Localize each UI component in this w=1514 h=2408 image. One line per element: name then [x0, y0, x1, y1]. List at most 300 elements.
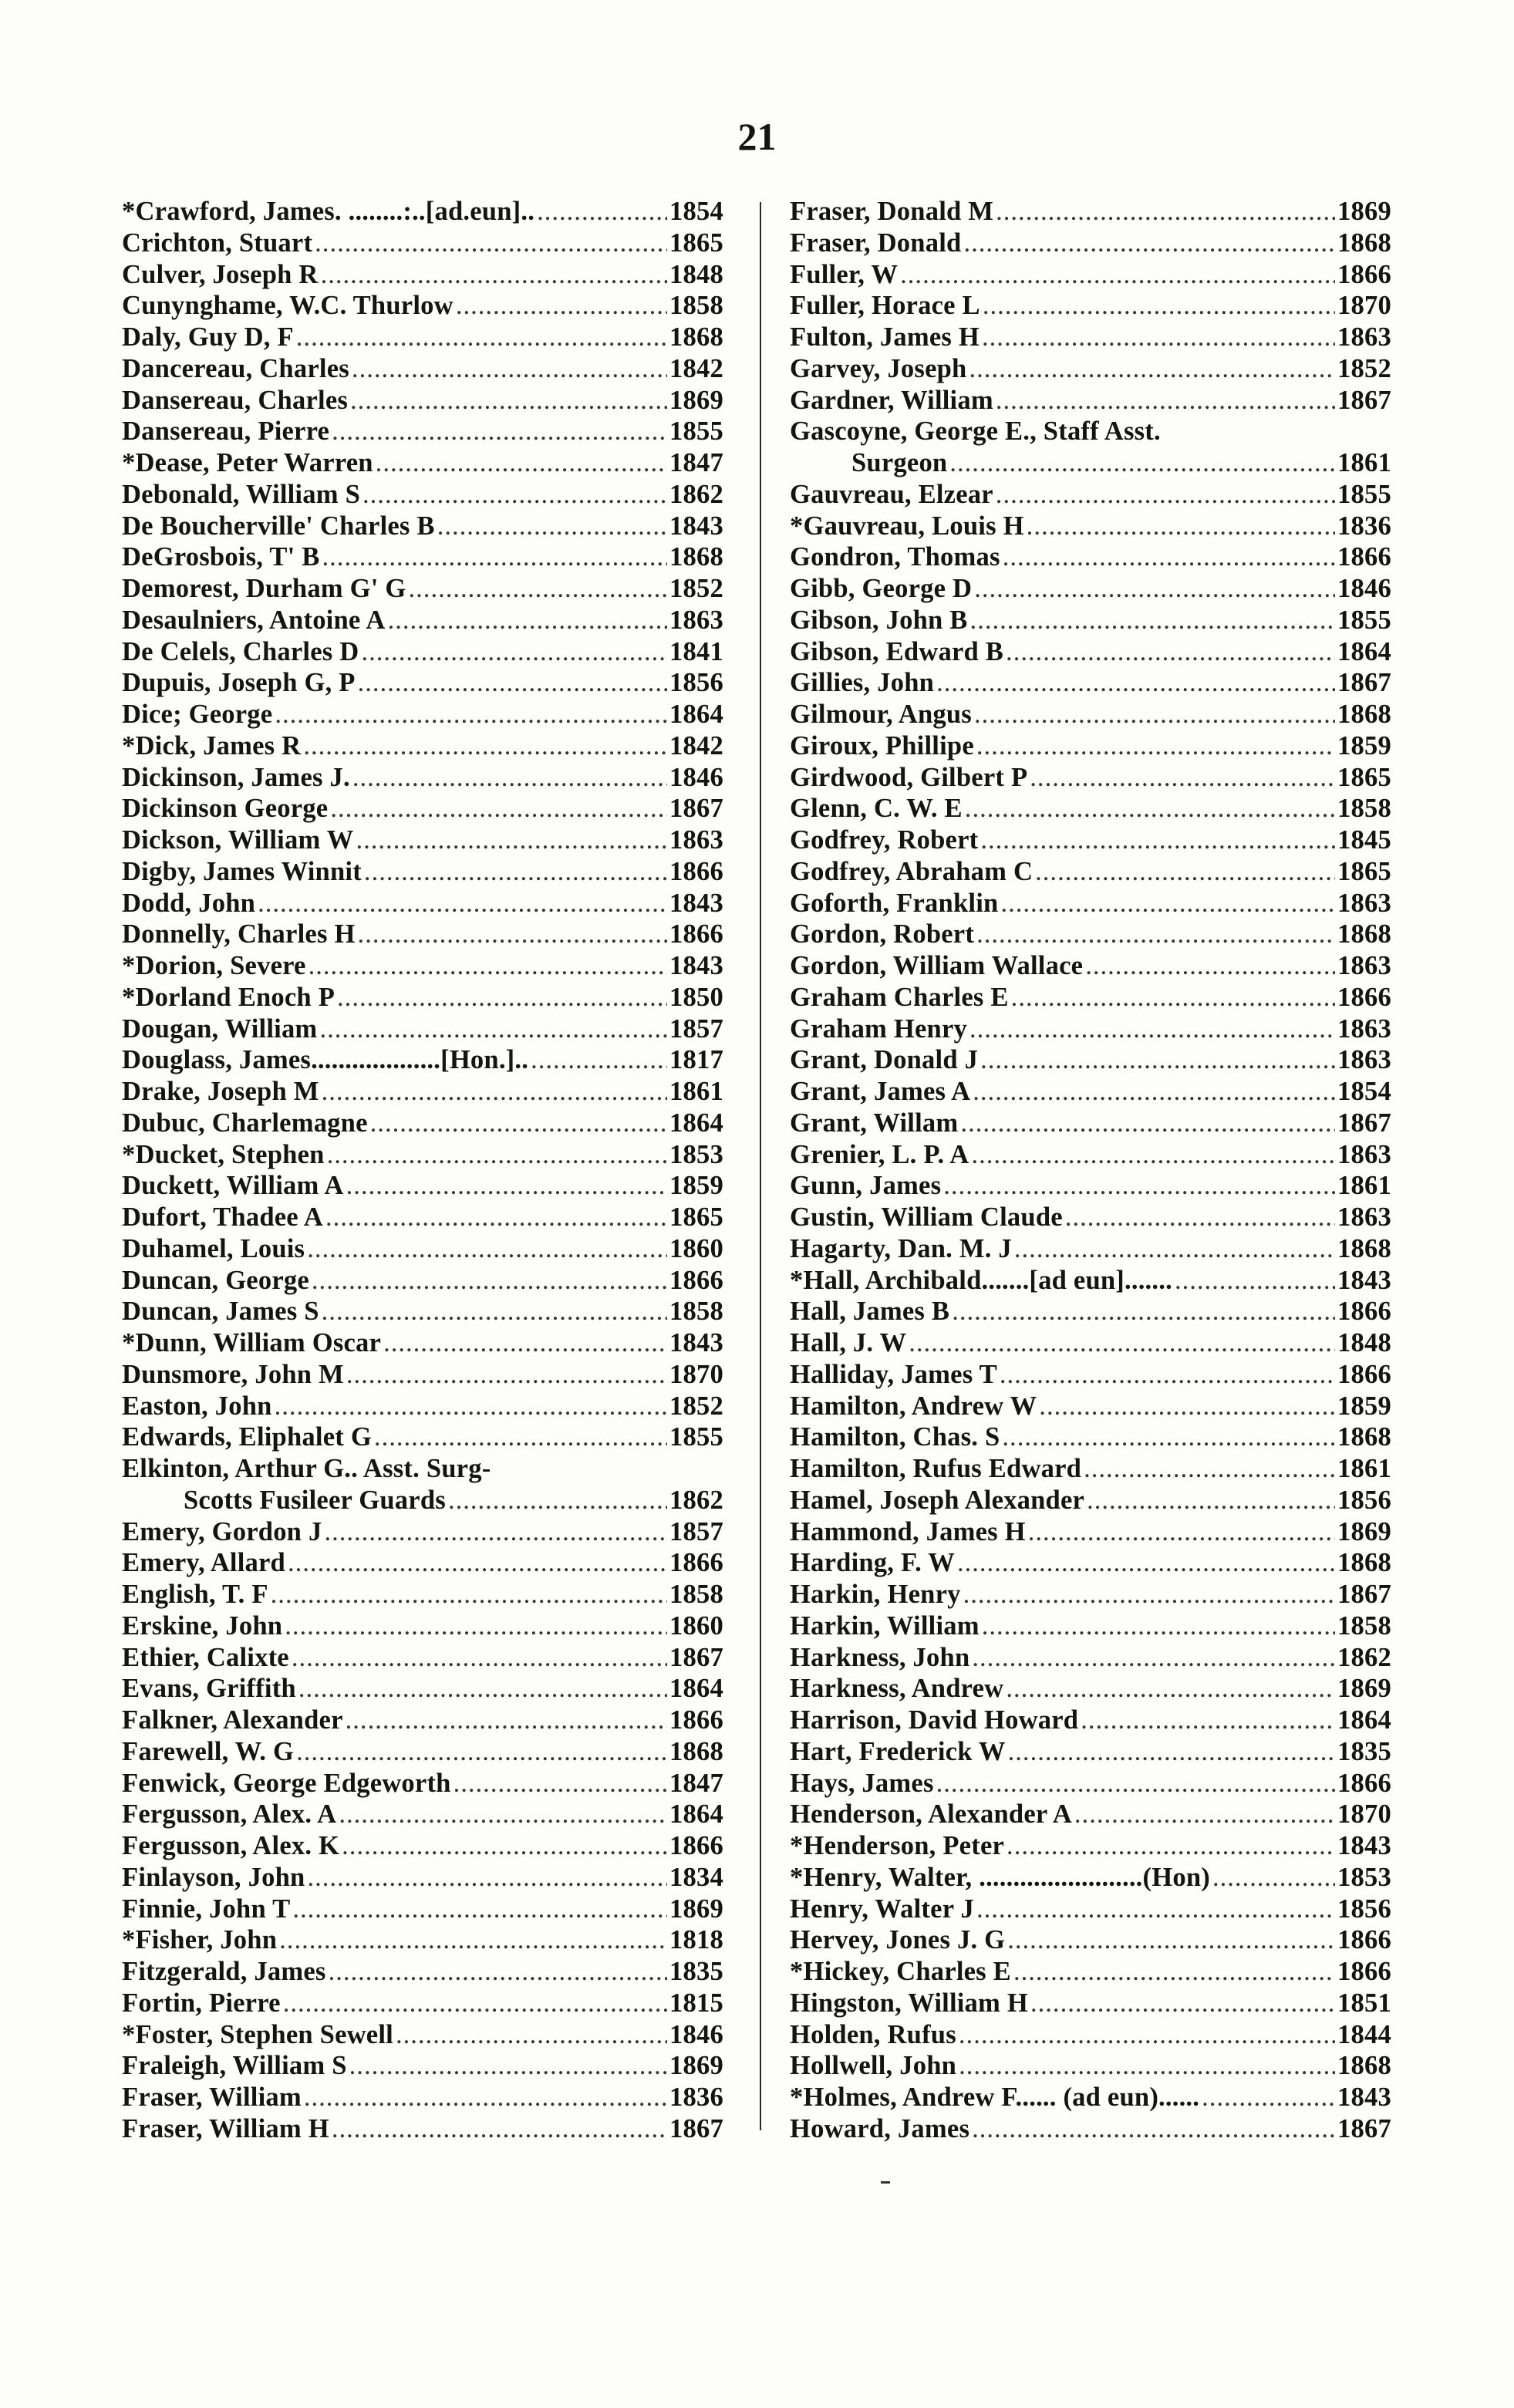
entry-name: Elkinton, Arthur G.. Asst. Surg- [122, 1454, 491, 1483]
entry-name: *Henry, Walter, ........................(Hon) [790, 1862, 1210, 1892]
list-item [122, 1453, 723, 1485]
entry-year: 1866 [669, 1265, 723, 1295]
list-item [122, 2019, 723, 2051]
entry-name: Dickinson George [122, 794, 329, 824]
entry-year: 1870 [669, 1359, 723, 1389]
leader-dots [1212, 1862, 1335, 1894]
list-item [122, 605, 723, 636]
entry-name: Fraser, Donald [790, 228, 962, 258]
entry-name: Hart, Frederick W [790, 1736, 1006, 1766]
entry-year: 1834 [669, 1862, 723, 1892]
list-item [790, 1422, 1391, 1453]
entry-year: 1859 [1337, 1391, 1391, 1421]
entry-year: 1854 [1337, 1077, 1391, 1106]
leader-dots [349, 2050, 667, 2082]
list-item [790, 1265, 1391, 1297]
entry-year: 1864 [669, 1108, 723, 1138]
leader-dots [1030, 1988, 1335, 2019]
list-item [122, 1422, 723, 1453]
entry-name: Fraleigh, William S [122, 2051, 347, 2081]
leader-dots [352, 762, 667, 794]
list-item [790, 1359, 1391, 1391]
entry-name: *Dorland Enoch P [122, 982, 336, 1012]
entry-name: Hamilton, Chas. S [790, 1422, 1000, 1452]
entry-year: 1848 [1337, 1328, 1391, 1357]
list-item [122, 511, 723, 542]
list-item [122, 1202, 723, 1233]
leader-dots [959, 2019, 1335, 2051]
entry-year: 1852 [669, 574, 723, 603]
list-item [122, 1736, 723, 1768]
leader-dots [448, 1485, 667, 1516]
entry-year: 1857 [669, 1013, 723, 1044]
leader-dots [327, 1139, 667, 1171]
entry-name: Dancereau, Charles [122, 353, 349, 383]
entry-name: Dansereau, Pierre [122, 417, 330, 447]
leader-dots [396, 2019, 667, 2051]
entry-name: Emery, Gordon J [122, 1516, 322, 1546]
list-item [790, 228, 1391, 259]
leader-dots [322, 541, 668, 573]
leader-dots [370, 1108, 667, 1139]
entry-year: 1867 [1337, 2113, 1391, 2143]
entry-year: 1835 [1337, 1736, 1391, 1766]
entry-year: 1863 [1337, 888, 1391, 918]
leader-dots [996, 479, 1335, 511]
list-item [122, 2050, 723, 2082]
entry-name: Hammond, James H [790, 1516, 1026, 1546]
list-item [790, 1610, 1391, 1642]
entry-year: 1869 [669, 2051, 723, 2081]
list-item [122, 1673, 723, 1705]
leader-dots [1085, 950, 1335, 982]
entry-year: 1869 [669, 1894, 723, 1924]
list-item [790, 1076, 1391, 1108]
list-item [122, 793, 723, 825]
entry-year: 1866 [1337, 259, 1391, 289]
leader-dots [330, 793, 667, 825]
entry-year: 1858 [669, 1297, 723, 1327]
entry-year: 1855 [1337, 605, 1391, 635]
list-item [122, 290, 723, 322]
entry-year: 1863 [1337, 1013, 1391, 1044]
entry-name: Dickinson, James J. [122, 762, 350, 792]
list-item [790, 1642, 1391, 1674]
leader-dots [959, 2050, 1335, 2082]
entry-year: 1866 [1337, 1768, 1391, 1798]
list-item [790, 762, 1391, 794]
entry-year: 1868 [1337, 2051, 1391, 2081]
entry-year: 1866 [669, 1831, 723, 1860]
entry-year: 1843 [669, 511, 723, 541]
entry-year: 1818 [669, 1925, 723, 1955]
entry-year: 1866 [669, 856, 723, 886]
entry-year: 1859 [669, 1171, 723, 1201]
entry-name: Scotts Fusileer Guards [184, 1485, 446, 1515]
entry-year: 1846 [669, 762, 723, 792]
list-item [122, 353, 723, 385]
entry-name: Dansereau, Charles [122, 385, 349, 415]
entry-name: *Foster, Stephen Sewell [122, 2019, 393, 2049]
list-item [122, 1359, 723, 1391]
leader-dots [1039, 1391, 1335, 1422]
entry-year: 1861 [1337, 448, 1391, 477]
list-item [790, 1202, 1391, 1233]
entry-name: Harrison, David Howard [790, 1705, 1079, 1735]
entry-year: 1860 [669, 1610, 723, 1641]
list-item [122, 1013, 723, 1045]
leader-dots [1175, 1265, 1335, 1297]
leader-dots [296, 322, 667, 353]
list-item [122, 1044, 723, 1076]
entry-year: 1860 [669, 1233, 723, 1263]
list-item [790, 856, 1391, 888]
leader-dots [1014, 1233, 1335, 1265]
entry-name: Hamilton, Andrew W [790, 1391, 1037, 1421]
entry-name: Dice; George [122, 700, 273, 729]
leader-dots [952, 1296, 1335, 1327]
leader-dots [337, 982, 667, 1013]
entry-year: 1867 [1337, 385, 1391, 415]
leader-dots [976, 730, 1335, 762]
list-item [122, 1296, 723, 1327]
entry-year: 1843 [669, 888, 723, 918]
leader-dots [315, 228, 667, 259]
entry-name: Garvey, Joseph [790, 353, 967, 383]
entry-name: Halliday, James T [790, 1359, 997, 1389]
entry-name: Debonald, William S [122, 479, 361, 509]
entry-name: Evans, Griffith [122, 1674, 296, 1704]
entry-name: *Dease, Peter Warren [122, 448, 373, 477]
entry-name: Glenn, C. W. E [790, 794, 963, 824]
list-item [122, 1170, 723, 1202]
entry-name: Fraser, William [122, 2083, 302, 2112]
entry-year: 1863 [1337, 951, 1391, 980]
entry-year: 1847 [669, 448, 723, 477]
entry-year: 1866 [1337, 1957, 1391, 1986]
list-item [790, 950, 1391, 982]
list-item [122, 573, 723, 605]
entry-name: Hollwell, John [790, 2051, 957, 2081]
leader-dots [364, 856, 667, 888]
list-item [790, 1830, 1391, 1862]
entry-year: 1843 [669, 951, 723, 980]
list-item [122, 950, 723, 982]
entry-year: 1866 [669, 1705, 723, 1735]
leader-dots [361, 636, 667, 668]
entry-name: Fraser, William H [122, 2113, 329, 2143]
list-item [122, 1139, 723, 1171]
entry-year: 1848 [669, 259, 723, 289]
entry-year: 1852 [669, 1391, 723, 1421]
entry-year: 1863 [1337, 1045, 1391, 1075]
entry-year: 1866 [1337, 1359, 1391, 1389]
leader-dots [329, 1956, 667, 1988]
leader-dots [304, 2082, 667, 2113]
list-item [122, 888, 723, 919]
leader-dots [298, 1673, 667, 1705]
list-item [122, 699, 723, 730]
leader-dots [1027, 511, 1335, 542]
entry-name: Duhamel, Louis [122, 1233, 305, 1263]
entry-name: Harkness, Andrew [790, 1674, 1004, 1704]
list-item [790, 1516, 1391, 1548]
list-item [790, 1044, 1391, 1076]
leader-dots [388, 605, 667, 636]
list-item [122, 541, 723, 573]
list-item [122, 762, 723, 794]
entry-name: *Fisher, John [122, 1925, 278, 1955]
entry-year: 1867 [669, 794, 723, 824]
entry-year: 1866 [1337, 1297, 1391, 1327]
list-item [790, 1924, 1391, 1956]
leader-dots [307, 1862, 667, 1894]
leader-dots [362, 479, 667, 511]
leader-dots [321, 259, 667, 291]
list-item [122, 1108, 723, 1139]
entry-year: 1869 [1337, 1674, 1391, 1704]
entry-name: De Celels, Charles D [122, 636, 359, 666]
leader-dots [346, 1705, 667, 1736]
leader-dots [963, 228, 1335, 259]
leader-dots [900, 259, 1335, 291]
entry-year: 1847 [669, 1768, 723, 1798]
list-item [790, 416, 1391, 447]
entry-year: 1842 [669, 730, 723, 761]
leader-dots [963, 1579, 1335, 1610]
entry-year: 1842 [669, 353, 723, 383]
list-item [122, 1485, 723, 1516]
entry-year: 1852 [1337, 353, 1391, 383]
leader-dots [1002, 1422, 1335, 1453]
list-item [122, 982, 723, 1013]
list-item [790, 479, 1391, 511]
entry-year: 1867 [669, 1642, 723, 1672]
leader-dots [1028, 1516, 1335, 1548]
entry-name: Demorest, Durham G' G [122, 574, 406, 603]
entry-name: Hamilton, Rufus Edward [790, 1454, 1082, 1483]
entry-name: Graham Henry [790, 1013, 968, 1044]
list-item [790, 1862, 1391, 1894]
entry-year: 1868 [1337, 228, 1391, 258]
list-item [790, 1579, 1391, 1610]
list-item [790, 196, 1391, 228]
entry-year: 1858 [669, 291, 723, 321]
entry-year: 1854 [669, 197, 723, 226]
entry-name: Henry, Walter J [790, 1894, 974, 1924]
leader-dots [356, 825, 667, 856]
leader-dots [322, 1296, 667, 1327]
entry-name: Dubuc, Charlemagne [122, 1108, 368, 1138]
entry-year: 1864 [1337, 636, 1391, 666]
list-item [790, 667, 1391, 699]
entry-name: Fenwick, George Edgeworth [122, 1768, 451, 1798]
entry-year: 1859 [1337, 730, 1391, 761]
leader-dots [437, 511, 667, 542]
leader-dots [456, 290, 667, 322]
entry-name: *Hickey, Charles E [790, 1957, 1011, 1986]
entry-year: 1843 [1337, 1831, 1391, 1860]
entry-year: 1861 [1337, 1454, 1391, 1483]
entry-name: Fuller, W [790, 259, 899, 289]
entry-name: Hingston, William H [790, 1988, 1028, 2018]
list-item [122, 1988, 723, 2019]
leader-dots [972, 2113, 1335, 2145]
entry-name: Hamel, Joseph Alexander [790, 1485, 1085, 1515]
list-item [122, 919, 723, 950]
list-item [790, 636, 1391, 668]
list-item [122, 1705, 723, 1736]
list-item [122, 1516, 723, 1548]
entry-name: Grant, Donald J [790, 1045, 979, 1075]
leader-dots [537, 196, 667, 228]
leader-dots [1006, 636, 1335, 668]
entry-year: 1843 [1337, 2083, 1391, 2112]
list-item [122, 1233, 723, 1265]
leader-dots [970, 605, 1335, 636]
left-column [122, 196, 723, 2145]
leader-dots [1011, 982, 1335, 1013]
entry-name: Hall, James B [790, 1297, 950, 1327]
entry-year: 1865 [1337, 762, 1391, 792]
list-item [122, 1862, 723, 1894]
list-item [122, 1894, 723, 1925]
entry-name: Godfrey, Robert [790, 825, 979, 855]
leader-dots [1006, 1673, 1335, 1705]
list-item [790, 447, 1391, 479]
entry-year: 1856 [669, 668, 723, 698]
entry-year: 1863 [669, 825, 723, 855]
entry-year: 1863 [669, 605, 723, 635]
entry-year: 1861 [669, 1077, 723, 1106]
list-item [790, 699, 1391, 730]
entry-name: Drake, Joseph M [122, 1077, 319, 1106]
entry-year: 1868 [669, 322, 723, 352]
page-number: 21 [737, 115, 777, 158]
list-item [790, 919, 1391, 950]
entry-year: 1867 [1337, 668, 1391, 698]
entry-name: Goforth, Franklin [790, 888, 999, 918]
list-item [122, 636, 723, 668]
entry-name: Howard, James [790, 2113, 970, 2143]
entry-name: Fergusson, Alex. A [122, 1799, 337, 1830]
entry-name: Godfrey, Abraham C [790, 856, 1033, 886]
list-item [790, 730, 1391, 762]
entry-year: 1864 [669, 700, 723, 729]
leader-dots [974, 699, 1335, 730]
leader-dots [936, 667, 1335, 699]
list-item [790, 1485, 1391, 1516]
entry-name: Giroux, Phillipe [790, 730, 974, 761]
list-item [122, 856, 723, 888]
leader-dots [980, 1044, 1335, 1076]
entry-name: Ethier, Calixte [122, 1642, 289, 1672]
entry-year: 1865 [669, 228, 723, 258]
entry-year: 1867 [1337, 1580, 1391, 1609]
leader-dots [965, 793, 1335, 825]
entry-name: Finnie, John T [122, 1894, 291, 1924]
list-item [122, 1768, 723, 1799]
entry-name: Dupuis, Joseph G, P [122, 668, 356, 698]
entry-name: Harkin, William [790, 1610, 980, 1641]
entry-year: 1846 [669, 2019, 723, 2049]
entry-year: 1844 [1337, 2019, 1391, 2049]
entry-name: Harding, F. W [790, 1548, 955, 1578]
leader-dots [976, 919, 1335, 950]
entry-year: 1858 [1337, 1610, 1391, 1641]
entry-name: *Henderson, Peter [790, 1831, 1005, 1860]
entry-year: 1870 [1337, 1799, 1391, 1830]
leader-dots [980, 825, 1335, 856]
list-item [790, 1108, 1391, 1139]
entry-year: 1869 [669, 385, 723, 415]
entry-name: Gustin, William Claude [790, 1202, 1063, 1232]
list-item [790, 982, 1391, 1013]
printer-mark [881, 2181, 890, 2184]
entry-name: Dunsmore, John M [122, 1359, 344, 1389]
entry-name: Fergusson, Alex. K [122, 1831, 340, 1860]
leader-dots [376, 447, 667, 479]
list-item [122, 228, 723, 259]
entry-name: Farewell, W. G [122, 1736, 295, 1766]
leader-dots [288, 1547, 667, 1579]
entry-year: 1855 [669, 1422, 723, 1452]
leader-dots [982, 1610, 1335, 1642]
list-item [122, 322, 723, 353]
leader-dots [309, 950, 667, 982]
entry-name: Gordon, Robert [790, 919, 975, 949]
entry-name: Easton, John [122, 1391, 272, 1421]
leader-dots [1087, 1485, 1335, 1516]
entry-year: 1866 [1337, 982, 1391, 1012]
leader-dots [409, 573, 668, 605]
leader-dots [1007, 1830, 1335, 1862]
leader-dots [303, 730, 667, 762]
entry-year: 1815 [669, 1988, 723, 2018]
entry-name: *Hall, Archibald.......[ad eun]....... [790, 1265, 1172, 1295]
list-item [790, 2113, 1391, 2145]
leader-dots [531, 1044, 667, 1076]
entry-year: 1853 [1337, 1862, 1391, 1892]
leader-dots [969, 1013, 1335, 1045]
leader-dots [292, 1894, 667, 1925]
entry-year: 1869 [1337, 197, 1391, 226]
leader-dots [383, 1327, 667, 1359]
list-item [122, 825, 723, 856]
leader-dots [346, 1359, 667, 1391]
list-item [790, 825, 1391, 856]
leader-dots [936, 1768, 1335, 1799]
entry-year: 1835 [669, 1957, 723, 1986]
list-item [790, 353, 1391, 385]
leader-dots [322, 1076, 667, 1108]
list-item [790, 605, 1391, 636]
entry-name: Hagarty, Dan. M. J [790, 1233, 1012, 1263]
entry-name: Holden, Rufus [790, 2019, 956, 2049]
leader-dots [957, 1547, 1335, 1579]
leader-dots [1035, 856, 1335, 888]
entry-year: 1858 [1337, 794, 1391, 824]
entry-name: Dickson, William W [122, 825, 354, 855]
leader-dots [949, 447, 1335, 479]
list-item [790, 793, 1391, 825]
entry-year: 1856 [1337, 1894, 1391, 1924]
list-item [790, 1233, 1391, 1265]
entry-name: Gardner, William [790, 385, 993, 415]
entry-name: Gordon, William Wallace [790, 951, 1084, 980]
leader-dots [312, 1265, 667, 1297]
entry-year: 1868 [1337, 1422, 1391, 1452]
